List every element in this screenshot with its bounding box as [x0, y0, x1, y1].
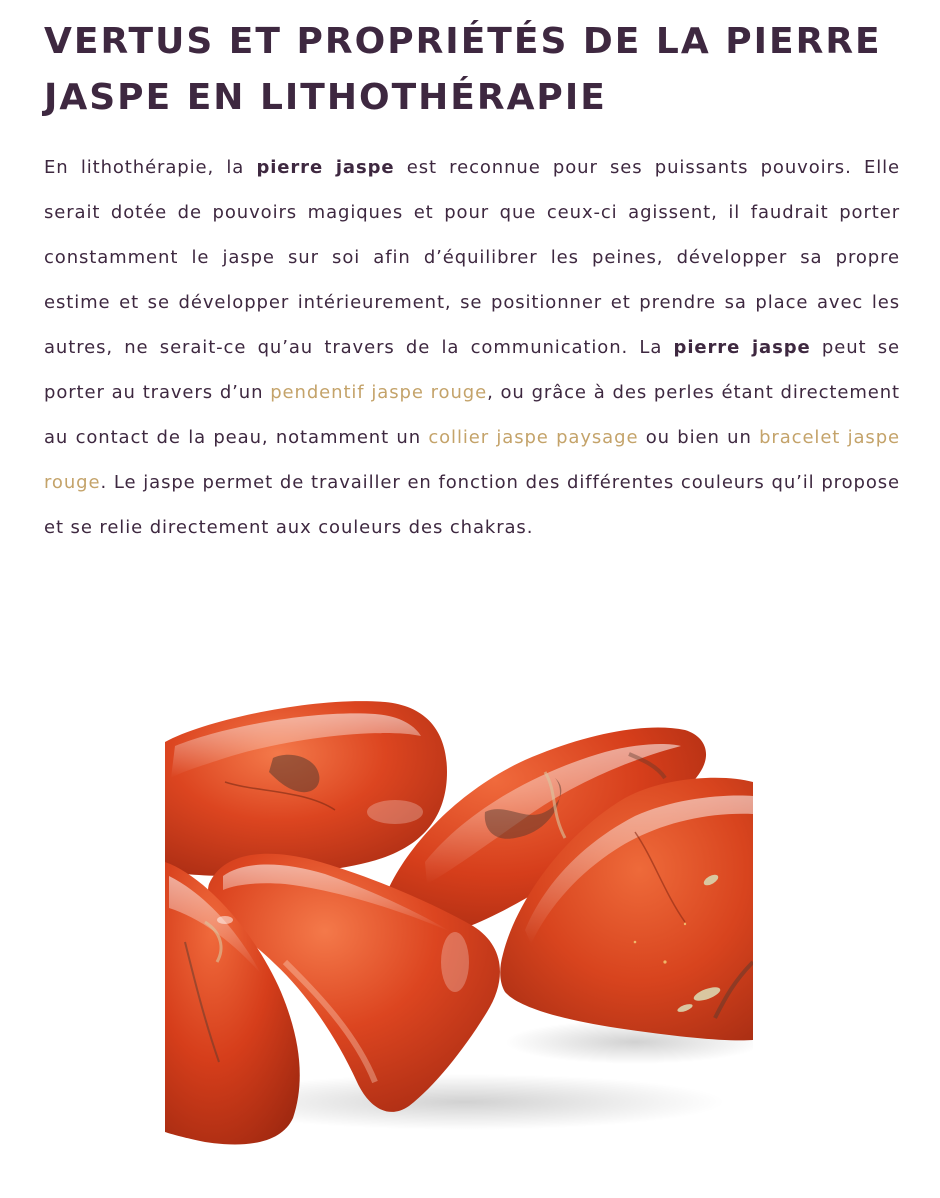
- article-title: VERTUS ET PROPRIÉTÉS DE LA PIERRE JASPE EN LITHOTHÉRAPIE: [44, 21, 882, 118]
- red-jasper-stones-image: [165, 662, 753, 1152]
- paragraph-text: peut se porter au travers d’un: [44, 337, 900, 403]
- red-jasper-stones-illustration: [165, 662, 753, 1152]
- link-collier-jaspe-paysage[interactable]: collier jaspe paysage: [428, 427, 639, 448]
- bold-keyword: pierre jaspe: [673, 337, 811, 358]
- paragraph-text: est reconnue pour ses puissants pouvoirs. Elle serait dotée de pouvoirs magiques et pour que ceux-ci agissent, il faudrait porter constamment le jaspe sur soi afin d’équilibrer les peines, développer sa propre estime et se développer intérieurement, se positionner et prendre sa place avec les autres, ne serait-ce qu’au travers de la communication. La: [44, 157, 901, 358]
- link-pendentif-jaspe-rouge[interactable]: pendentif jaspe rouge: [270, 382, 488, 403]
- link-bracelet-jaspe-rouge[interactable]: bracelet jaspe rouge: [44, 427, 900, 493]
- paragraph-text: En lithothérapie, la: [44, 157, 257, 178]
- article: [44, 14, 900, 550]
- paragraph-text: ou bien un: [638, 427, 760, 448]
- paragraph-text: , ou grâce à des perles étant directement au contact de la peau, notamment un: [44, 382, 901, 448]
- bold-keyword: pierre jaspe: [256, 157, 395, 178]
- jasper-stone-1: [165, 701, 447, 876]
- article-paragraph: [44, 145, 900, 550]
- paragraph-text: . Le jaspe permet de travailler en fonction des différentes couleurs qu’il propose et se relie directement aux couleurs des chakras.: [44, 472, 900, 538]
